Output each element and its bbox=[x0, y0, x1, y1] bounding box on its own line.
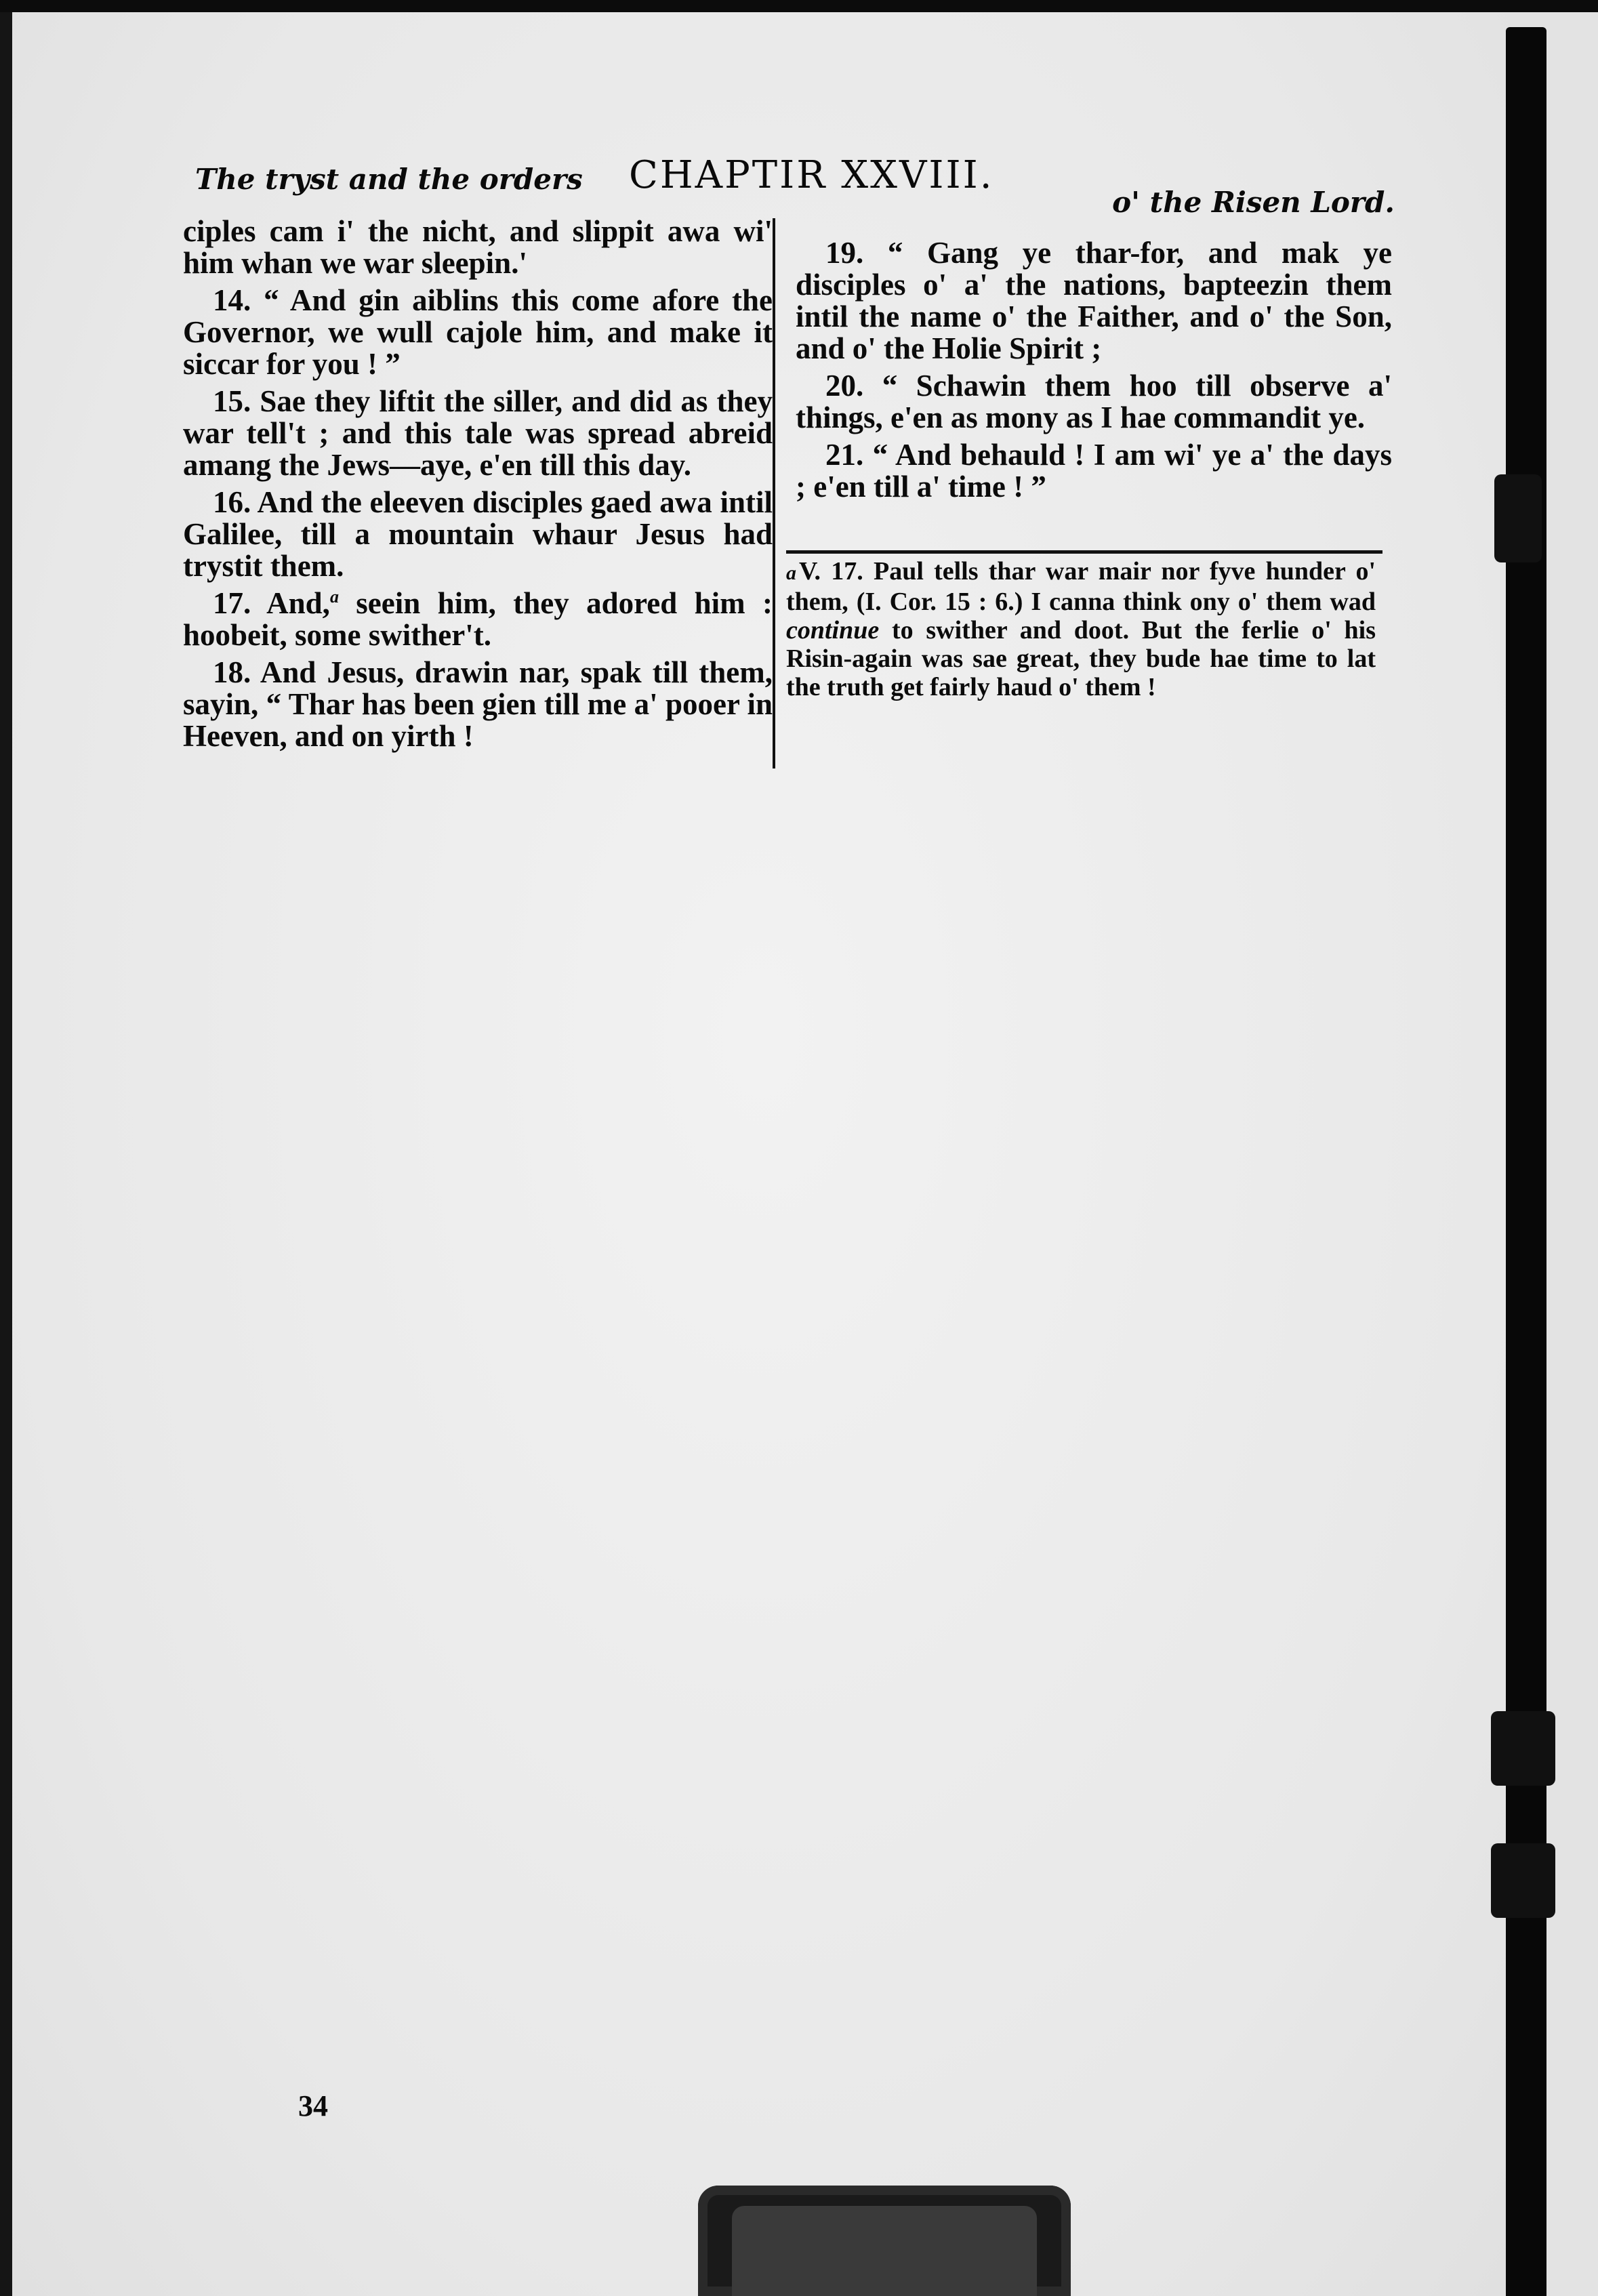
verse-number: 16. bbox=[213, 485, 251, 519]
running-head-right: o' the Risen Lord. bbox=[1112, 186, 1395, 219]
verse-text: And the eleeven disciples gaed awa intil Galilee, till a mountain whaur Jesus had trystit them. bbox=[183, 485, 773, 583]
verse-text: “ Gang ye thar-for, and mak ye disciples o' a' the nations, bapteezin them intil the name o' the Faither, and o' the Son, and o' the Holie Spirit ; bbox=[796, 236, 1392, 365]
page-number: 34 bbox=[298, 2089, 328, 2123]
verse-20 bbox=[796, 370, 1392, 434]
verse-text: Sae they liftit the siller, and did as they war tell't ; and this tale was spread abreid amang the Jews—aye, e'en till this day. bbox=[183, 384, 773, 482]
verse-21 bbox=[796, 439, 1392, 503]
verse-text: “ And behauld ! I am wi' ye a' the days ; e'en till a' time ! ” bbox=[796, 438, 1392, 504]
verse-18 bbox=[183, 657, 773, 752]
right-text-column bbox=[796, 237, 1392, 508]
verse-text: And Jesus, drawin nar, spak till them, sayin, “ Thar has been gien till me a' pooer in Heeven, and on yirth ! bbox=[183, 655, 773, 753]
verse-number: 19. bbox=[825, 236, 864, 270]
verse-continuation bbox=[183, 216, 773, 279]
verse-17 bbox=[183, 588, 773, 651]
chapter-title: CHAPTIR XXVIII. bbox=[629, 153, 994, 197]
book-binding-strip bbox=[1506, 27, 1546, 2296]
column-divider bbox=[773, 218, 775, 768]
verse-15 bbox=[183, 386, 773, 481]
left-text-column bbox=[183, 216, 773, 758]
footnote-reference: a bbox=[329, 587, 339, 607]
bottom-clamp-inner bbox=[732, 2206, 1037, 2296]
binding-clip-2 bbox=[1491, 1711, 1555, 1786]
verse-19 bbox=[796, 237, 1392, 365]
verse-text: “ And gin aiblins this come afore the Governor, we wull cajole him, and make it siccar for you ! ” bbox=[183, 283, 773, 381]
verse-14 bbox=[183, 285, 773, 380]
footnote-text-end: to swither and doot. But the ferlie o' his Risin-again was sae great, they bude hae time to lat the truth get fairly haud o' them ! bbox=[786, 616, 1376, 701]
verse-text: seein him, they adored him : hoobeit, some swither't. bbox=[183, 586, 773, 652]
running-head bbox=[195, 153, 1395, 219]
footnote bbox=[786, 557, 1376, 701]
footnote-text: V. 17. Paul tells thar war mair nor fyve hunder o' them, (I. Cor. 15 : 6.) I canna think ony o' them wad bbox=[786, 557, 1376, 616]
verse-number: 18. bbox=[213, 655, 251, 689]
binding-clip-3 bbox=[1491, 1843, 1555, 1918]
verse-number: 14. bbox=[213, 283, 251, 317]
verse-number: 17. bbox=[213, 586, 251, 620]
footnote-rule bbox=[786, 550, 1382, 554]
running-head-left: The tryst and the orders bbox=[195, 163, 583, 196]
verse-16 bbox=[183, 487, 773, 582]
footnote-marker: a bbox=[786, 562, 796, 584]
verse-number: 21. bbox=[825, 438, 864, 472]
verse-text-pre: And, bbox=[251, 586, 330, 620]
verse-number: 20. bbox=[825, 369, 864, 403]
verse-text: ciples cam i' the nicht, and slippit awa wi' him whan we war sleepin.' bbox=[183, 214, 773, 280]
scan-top-edge bbox=[0, 0, 1598, 12]
verse-number: 15. bbox=[213, 384, 251, 418]
verse-text: “ Schawin them hoo till observe a' things, e'en as mony as I hae commandit ye. bbox=[796, 369, 1392, 434]
binding-clip-1 bbox=[1494, 474, 1542, 562]
footnote-emphasis: continue bbox=[786, 616, 880, 644]
